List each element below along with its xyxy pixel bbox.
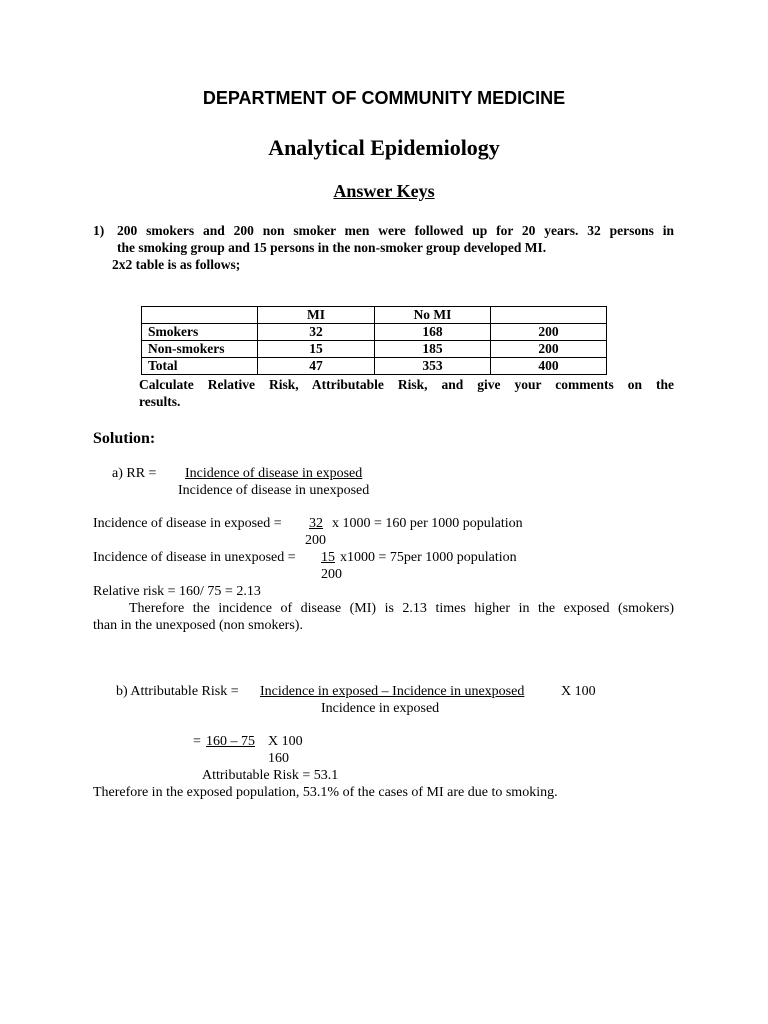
exposed-incidence-rest: x 1000 = 160 per 1000 population xyxy=(332,516,523,531)
question-line-3: 2x2 table is as follows; xyxy=(112,257,241,272)
ar-multiplier: X 100 xyxy=(561,684,596,699)
table-cell: 200 xyxy=(491,341,607,358)
rr-label: a) RR = xyxy=(112,466,157,481)
question-line-1: 200 smokers and 200 non smoker men were followed up for 20 years. 32 persons in xyxy=(117,223,674,238)
rr-result: Relative risk = 160/ 75 = 2.13 xyxy=(93,584,261,599)
exposed-denominator: 200 xyxy=(305,533,326,548)
table-cell: 200 xyxy=(491,324,607,341)
table-cell: 47 xyxy=(258,358,375,375)
ar-calc-multiplier: X 100 xyxy=(268,734,303,749)
question-number: 1) xyxy=(93,223,105,238)
unexposed-numerator: 15 xyxy=(321,550,335,565)
table-row xyxy=(142,324,607,341)
two-by-two-table xyxy=(141,306,607,375)
department-heading: DEPARTMENT OF COMMUNITY MEDICINE xyxy=(202,88,566,108)
rr-comment-line-2: than in the unexposed (non smokers). xyxy=(93,618,303,633)
table-cell: 185 xyxy=(375,341,491,358)
table-cell: 15 xyxy=(258,341,375,358)
question-line-2: the smoking group and 15 persons in the non-smoker group developed MI. xyxy=(117,240,547,255)
table-cell: 32 xyxy=(258,324,375,341)
ar-numerator: Incidence in exposed – Incidence in unexposed xyxy=(260,684,525,699)
ar-result: Attributable Risk = 53.1 xyxy=(202,768,339,783)
table-header-cell: MI xyxy=(258,307,375,324)
table-cell: Total xyxy=(142,358,258,375)
table-header-cell: No MI xyxy=(375,307,491,324)
table-header-cell xyxy=(491,307,607,324)
ar-comment: Therefore in the exposed population, 53.1% of the cases of MI are due to smoking. xyxy=(93,785,558,800)
question-prompt-line-2: results. xyxy=(139,394,181,409)
unexposed-incidence-rest: x1000 = 75per 1000 population xyxy=(340,550,517,565)
ar-calc-equals: = xyxy=(193,734,201,749)
table-cell: 400 xyxy=(491,358,607,375)
table-cell: 353 xyxy=(375,358,491,375)
ar-label: b) Attributable Risk = xyxy=(116,684,239,699)
solution-heading: Solution: xyxy=(93,430,156,447)
rr-comment-line-1: Therefore the incidence of disease (MI) is 2.13 times higher in the exposed (smokers) xyxy=(129,601,674,616)
ar-denominator: Incidence in exposed xyxy=(321,701,440,716)
exposed-incidence-label: Incidence of disease in exposed = xyxy=(93,516,282,531)
question-prompt-line-1: Calculate Relative Risk, Attributable Risk, and give your comments on the xyxy=(139,377,674,392)
table-row xyxy=(142,358,607,375)
table-cell: Non-smokers xyxy=(142,341,258,358)
page-title: Analytical Epidemiology xyxy=(268,135,500,160)
rr-denominator: Incidence of disease in unexposed xyxy=(178,483,370,498)
table-row xyxy=(142,341,607,358)
exposed-numerator: 32 xyxy=(309,516,323,531)
rr-numerator: Incidence of disease in exposed xyxy=(185,466,363,481)
table-header-row xyxy=(142,307,607,324)
unexposed-incidence-label: Incidence of disease in unexposed = xyxy=(93,550,296,565)
table-cell: Smokers xyxy=(142,324,258,341)
page-subtitle: Answer Keys xyxy=(333,181,435,201)
unexposed-denominator: 200 xyxy=(321,567,342,582)
table-cell: 168 xyxy=(375,324,491,341)
table-header-cell xyxy=(142,307,258,324)
ar-calc-denominator: 160 xyxy=(268,751,289,766)
ar-calc-numerator: 160 – 75 xyxy=(206,734,255,749)
